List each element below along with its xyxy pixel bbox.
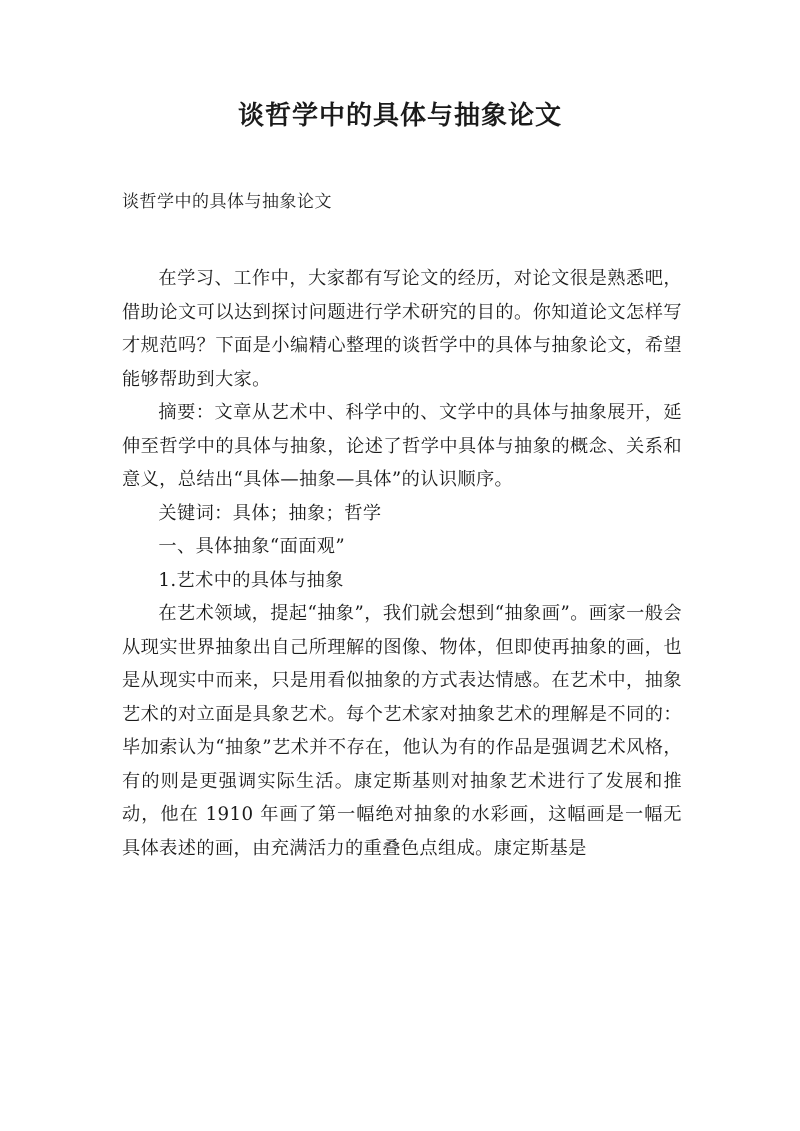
subsection-heading-1-1: 1.艺术中的具体与抽象 [158, 569, 344, 591]
document-subtitle: 谈哲学中的具体与抽象论文 [122, 192, 332, 212]
abstract-paragraph: 摘要：文章从艺术中、科学中的、文学中的具体与抽象展开，延伸至哲学中的具体与抽象，论述了哲学中具体与抽象的概念、关系和意义，总结出“具体—抽象—具体”的认识顺序。 [122, 402, 682, 490]
document-title: 谈哲学中的具体与抽象论文 [237, 101, 562, 131]
document-body [122, 262, 682, 865]
section-heading-1: 一、具体抽象“面面观” [158, 536, 346, 557]
keywords-paragraph: 关键词：具体；抽象；哲学 [158, 502, 382, 524]
art-paragraph: 在艺术领域，提起“抽象”，我们就会想到“抽象画”。画家一般会从现实世界抽象出自己所理解的图像、物体，但即使再抽象的画，也是从现实中而来，只是用看似抽象的方式表达情感。在艺术中，抽象艺术的对立面是具象艺术。每个艺术家对抽象艺术的理解是不同的：毕加索认为“抽象”艺术并不存在，他认为有的作品是强调艺术风格，有的则是更强调实际生活。康定斯基则对抽象艺术进行了发展和推动，他在 1910 年画了第一幅绝对抽象的水彩画，这幅画是一幅无具体表述的画，由充满活力的重叠色点组成。康定斯基是 [122, 603, 682, 859]
intro-paragraph: 在学习、工作中，大家都有写论文的经历，对论文很是熟悉吧，借助论文可以达到探讨问题进行学术研究的目的。你知道论文怎样写才规范吗？下面是小编精心整理的谈哲学中的具体与抽象论文，希望能够帮助到大家。 [122, 268, 682, 390]
